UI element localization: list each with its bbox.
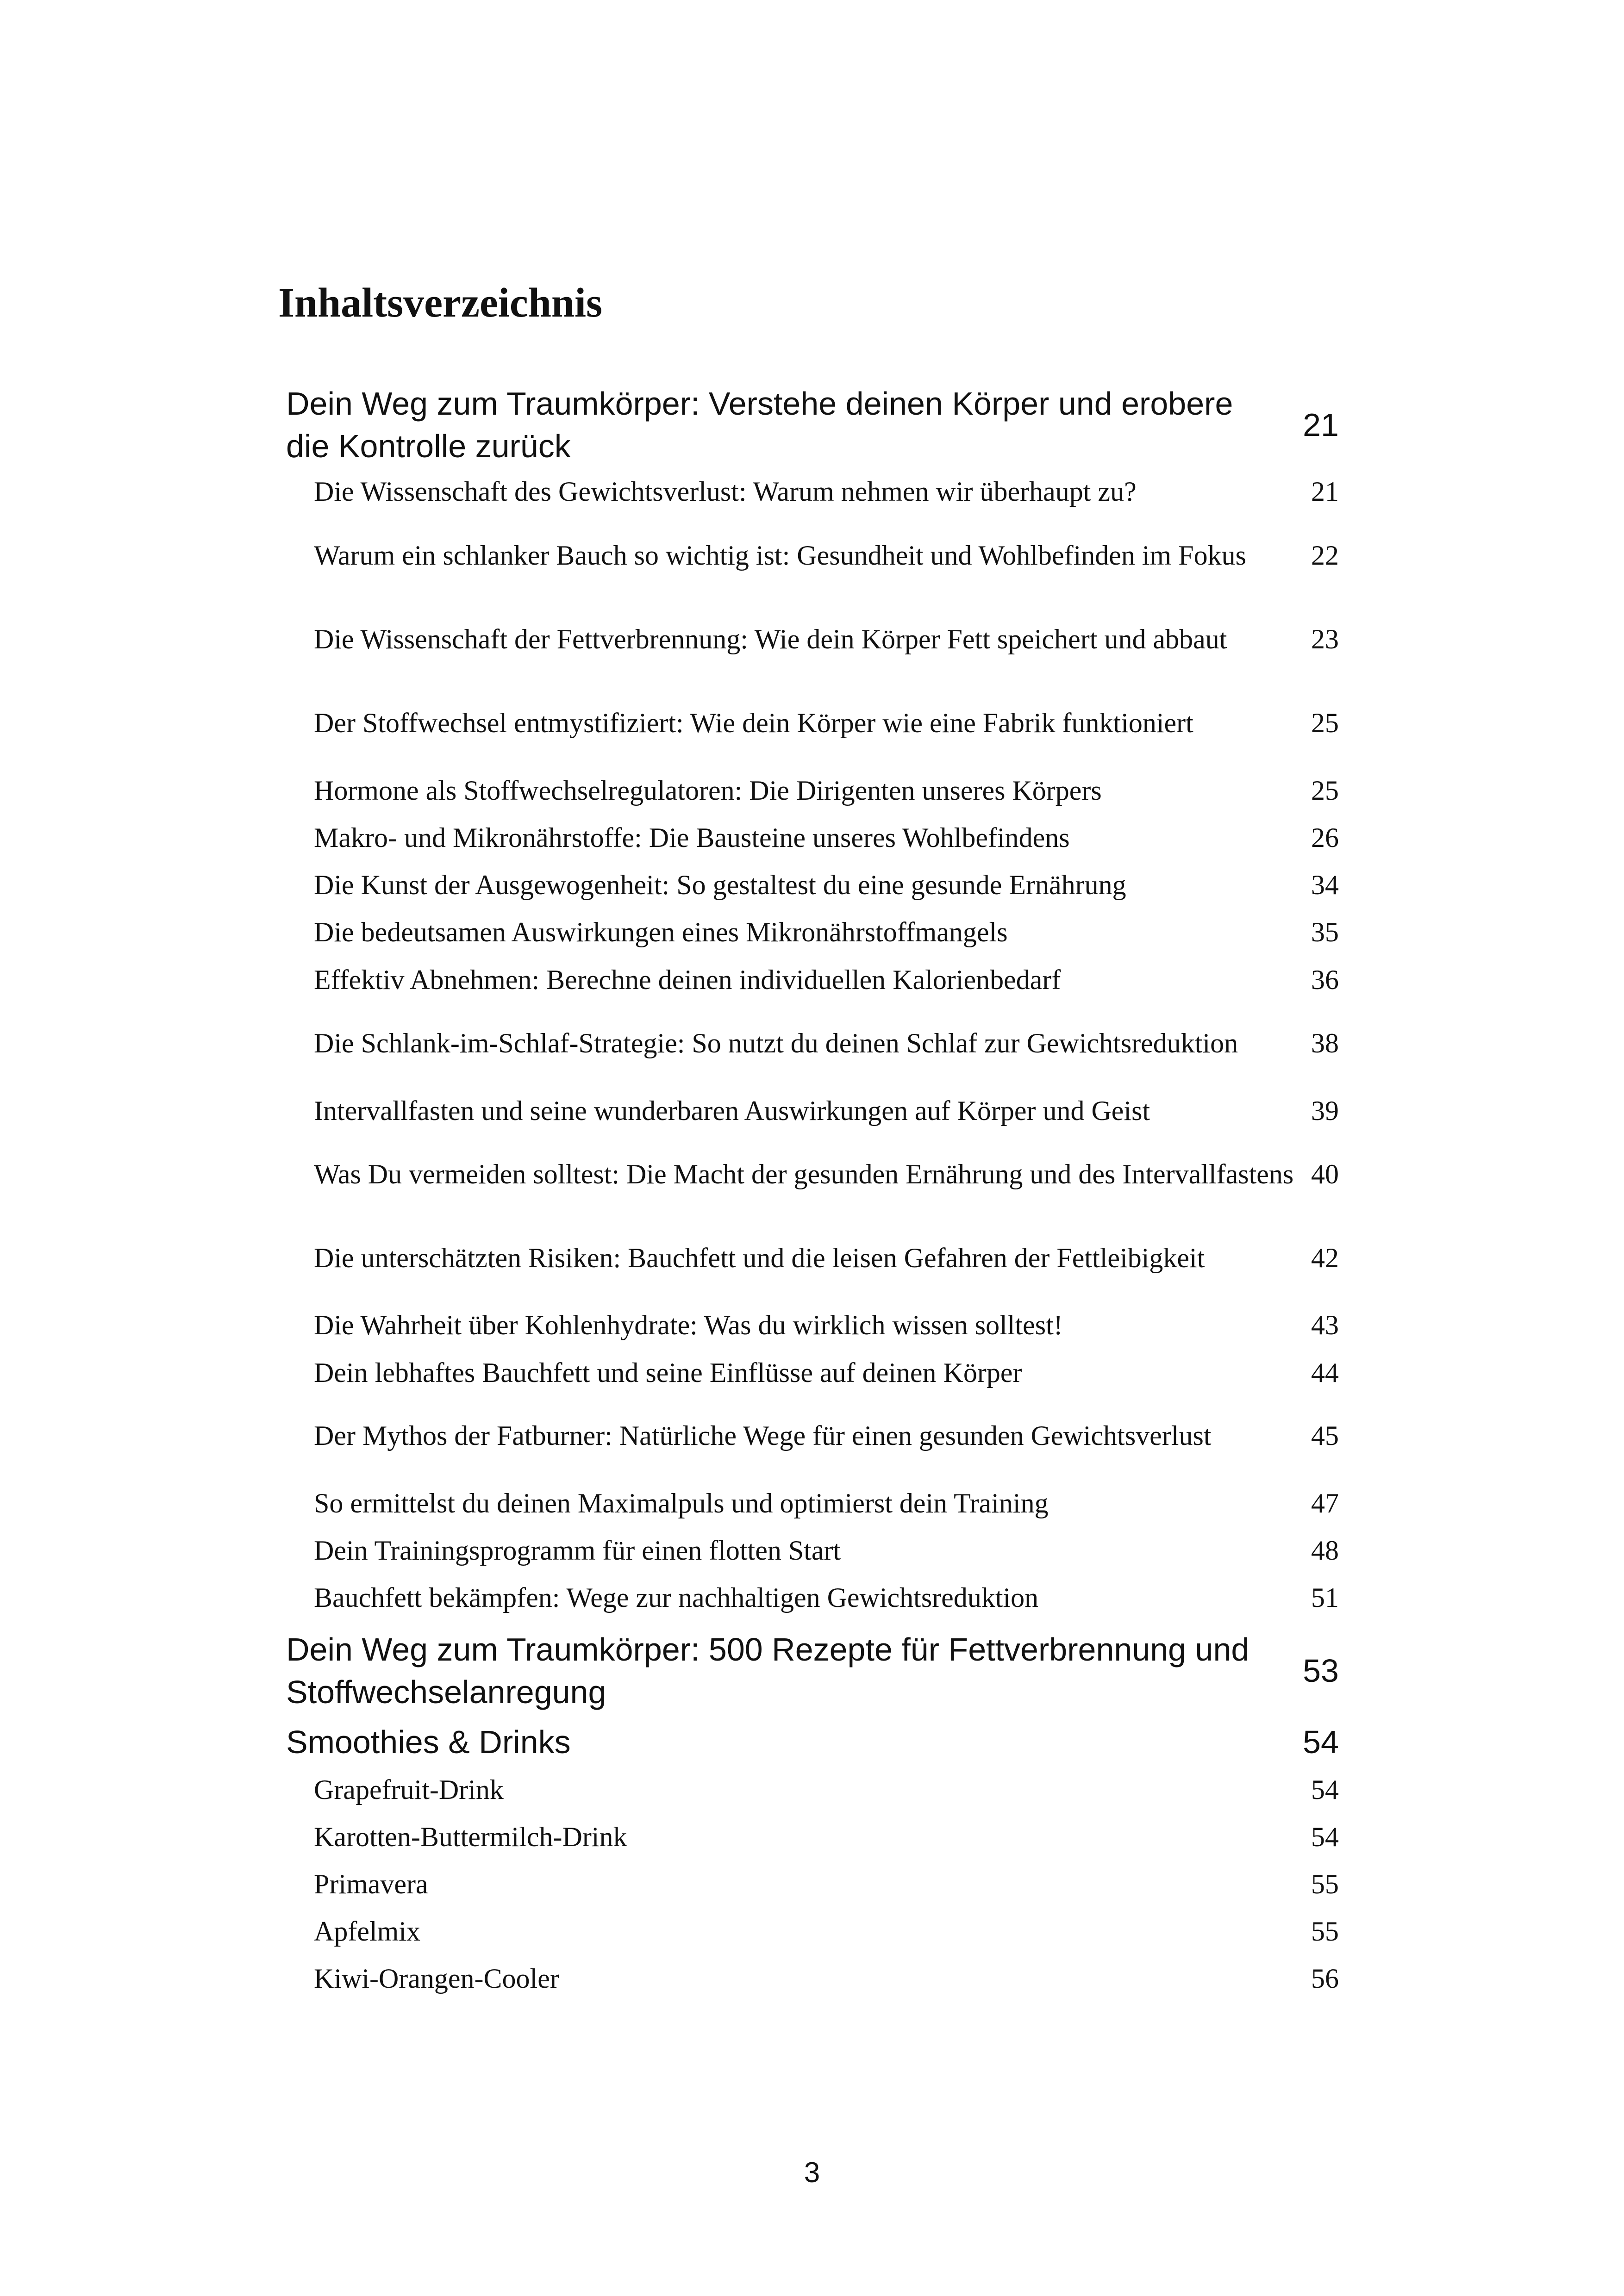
toc-entry-page: 54 bbox=[1311, 1822, 1339, 1852]
toc-entry-text: Dein Weg zum Traumkörper: Verstehe deinen Körper und erobere die Kontrolle zurück bbox=[286, 386, 1233, 464]
toc-entry[interactable] bbox=[314, 1532, 1339, 1569]
toc-entry-page: 25 bbox=[1311, 775, 1339, 806]
toc-entry-text: Grapefruit-Drink bbox=[314, 1774, 504, 1805]
toc-entry-text: Dein Weg zum Traumkörper: 500 Rezepte für Fettverbrennung und Stoffwechselanregung bbox=[286, 1631, 1249, 1710]
toc-entry-chapter[interactable] bbox=[286, 379, 1339, 471]
toc-title: Inhaltsverzeichnis bbox=[278, 280, 603, 326]
toc-entry-page: 23 bbox=[1311, 624, 1339, 654]
toc-entry-text: Die Wissenschaft der Fettverbrennung: Wie dein Körper Fett speichert und abbaut bbox=[314, 624, 1227, 654]
toc-entry-text: Dein Trainingsprogramm für einen flotten Start bbox=[314, 1535, 841, 1566]
toc-entry-text: Hormone als Stoffwechselregulatoren: Die Dirigenten unseres Körpers bbox=[314, 775, 1102, 806]
toc-entry-text: Die Wissenschaft des Gewichtsverlust: Warum nehmen wir überhaupt zu? bbox=[314, 476, 1137, 507]
toc-entry[interactable] bbox=[314, 914, 1339, 951]
toc-entry-page: 54 bbox=[1311, 1774, 1339, 1805]
toc-entry[interactable] bbox=[314, 1771, 1339, 1808]
toc-entry-page: 47 bbox=[1311, 1488, 1339, 1518]
toc-entry-page: 34 bbox=[1311, 870, 1339, 900]
toc-entry-text: Die Wahrheit über Kohlenhydrate: Was du wirklich wissen solltest! bbox=[314, 1310, 1063, 1340]
toc-entry[interactable] bbox=[314, 961, 1339, 998]
toc-entry-page: 54 bbox=[1303, 1724, 1339, 1760]
toc-entry-text: Bauchfett bekämpfen: Wege zur nachhaltigen Gewichtsreduktion bbox=[314, 1582, 1039, 1613]
toc-entry-text: Dein lebhaftes Bauchfett und seine Einflüsse auf deinen Körper bbox=[314, 1357, 1022, 1388]
toc-entry-page: 53 bbox=[1303, 1653, 1339, 1689]
toc-entry-page: 38 bbox=[1311, 1028, 1339, 1058]
toc-entry[interactable] bbox=[314, 473, 1339, 510]
toc-entry-text: Die bedeutsamen Auswirkungen eines Mikronährstoffmangels bbox=[314, 917, 1008, 947]
toc-entry[interactable] bbox=[314, 1485, 1339, 1522]
toc-entry-page: 45 bbox=[1311, 1420, 1339, 1451]
toc-entry-text: Effektiv Abnehmen: Berechne deinen individuellen Kalorienbedarf bbox=[314, 964, 1061, 995]
toc-entry[interactable] bbox=[314, 1137, 1339, 1211]
toc-entry[interactable] bbox=[314, 1307, 1339, 1344]
toc-entry[interactable] bbox=[314, 1092, 1339, 1129]
toc-entry-page: 56 bbox=[1311, 1963, 1339, 1994]
toc-entry-text: Was Du vermeiden solltest: Die Macht der gesunden Ernährung und des Intervallfastens bbox=[314, 1159, 1294, 1189]
toc-entry-page: 48 bbox=[1311, 1535, 1339, 1566]
toc-entry[interactable] bbox=[314, 1866, 1339, 1903]
toc-entry[interactable] bbox=[314, 1960, 1339, 1997]
toc-entry-text: Warum ein schlanker Bauch so wichtig ist: Gesundheit und Wohlbefinden im Fokus bbox=[314, 540, 1246, 571]
toc-entry-text: Kiwi-Orangen-Cooler bbox=[314, 1963, 559, 1994]
toc-entry[interactable] bbox=[314, 602, 1339, 676]
toc-entry[interactable] bbox=[314, 1818, 1339, 1855]
toc-entry[interactable] bbox=[314, 866, 1339, 903]
toc-entry-chapter[interactable] bbox=[286, 1624, 1339, 1717]
toc-entry[interactable] bbox=[314, 686, 1339, 760]
toc-entry-text: Makro- und Mikronährstoffe: Die Bausteine unseres Wohlbefindens bbox=[314, 822, 1070, 853]
page-number: 3 bbox=[804, 2157, 820, 2189]
toc-entry-page: 42 bbox=[1311, 1243, 1339, 1273]
toc-entry-text: Apfelmix bbox=[314, 1916, 420, 1947]
toc-entry[interactable] bbox=[314, 1221, 1339, 1295]
toc-entry-page: 26 bbox=[1311, 822, 1339, 853]
toc-entry-text: Intervallfasten und seine wunderbaren Auswirkungen auf Körper und Geist bbox=[314, 1095, 1150, 1126]
toc-entry-text: Smoothies & Drinks bbox=[286, 1724, 571, 1760]
toc-entry-page: 55 bbox=[1311, 1916, 1339, 1947]
toc-entry[interactable] bbox=[314, 1006, 1339, 1080]
toc-entry-text: Die Kunst der Ausgewogenheit: So gestaltest du eine gesunde Ernährung bbox=[314, 870, 1126, 900]
toc-entry-page: 39 bbox=[1311, 1095, 1339, 1126]
toc-entry-text: Der Mythos der Fatburner: Natürliche Wege für einen gesunden Gewichtsverlust bbox=[314, 1420, 1212, 1451]
toc-entry[interactable] bbox=[314, 1913, 1339, 1950]
toc-entry-chapter[interactable] bbox=[286, 1720, 1339, 1764]
toc-entry[interactable] bbox=[314, 1399, 1339, 1473]
toc-entry[interactable] bbox=[314, 1579, 1339, 1616]
toc-entry-page: 21 bbox=[1303, 407, 1339, 443]
toc-entry-page: 35 bbox=[1311, 917, 1339, 947]
toc-entry[interactable] bbox=[314, 819, 1339, 856]
toc-entry-text: Karotten-Buttermilch-Drink bbox=[314, 1822, 627, 1852]
toc-entry-text: Die unterschätzten Risiken: Bauchfett und die leisen Gefahren der Fettleibigkeit bbox=[314, 1243, 1205, 1273]
toc-entry-page: 55 bbox=[1311, 1869, 1339, 1899]
toc-entry[interactable] bbox=[314, 772, 1339, 809]
toc-entry-page: 36 bbox=[1311, 964, 1339, 995]
toc-entry-page: 21 bbox=[1311, 476, 1339, 507]
toc-entry-page: 51 bbox=[1311, 1582, 1339, 1613]
toc-entry[interactable] bbox=[314, 518, 1339, 592]
toc-entry-page: 43 bbox=[1311, 1310, 1339, 1340]
toc-entry-page: 22 bbox=[1311, 540, 1339, 571]
toc-entry-text: Die Schlank-im-Schlaf-Strategie: So nutzt du deinen Schlaf zur Gewichtsreduktion bbox=[314, 1028, 1238, 1058]
toc-entry-text: So ermittelst du deinen Maximalpuls und optimierst dein Training bbox=[314, 1488, 1049, 1518]
toc-entry-page: 40 bbox=[1311, 1159, 1339, 1189]
toc-entry-page: 25 bbox=[1311, 708, 1339, 738]
toc-entry-text: Der Stoffwechsel entmystifiziert: Wie dein Körper wie eine Fabrik funktioniert bbox=[314, 708, 1193, 738]
toc-entry-page: 44 bbox=[1311, 1357, 1339, 1388]
toc-entry[interactable] bbox=[314, 1354, 1339, 1391]
toc-entry-text: Primavera bbox=[314, 1869, 428, 1899]
